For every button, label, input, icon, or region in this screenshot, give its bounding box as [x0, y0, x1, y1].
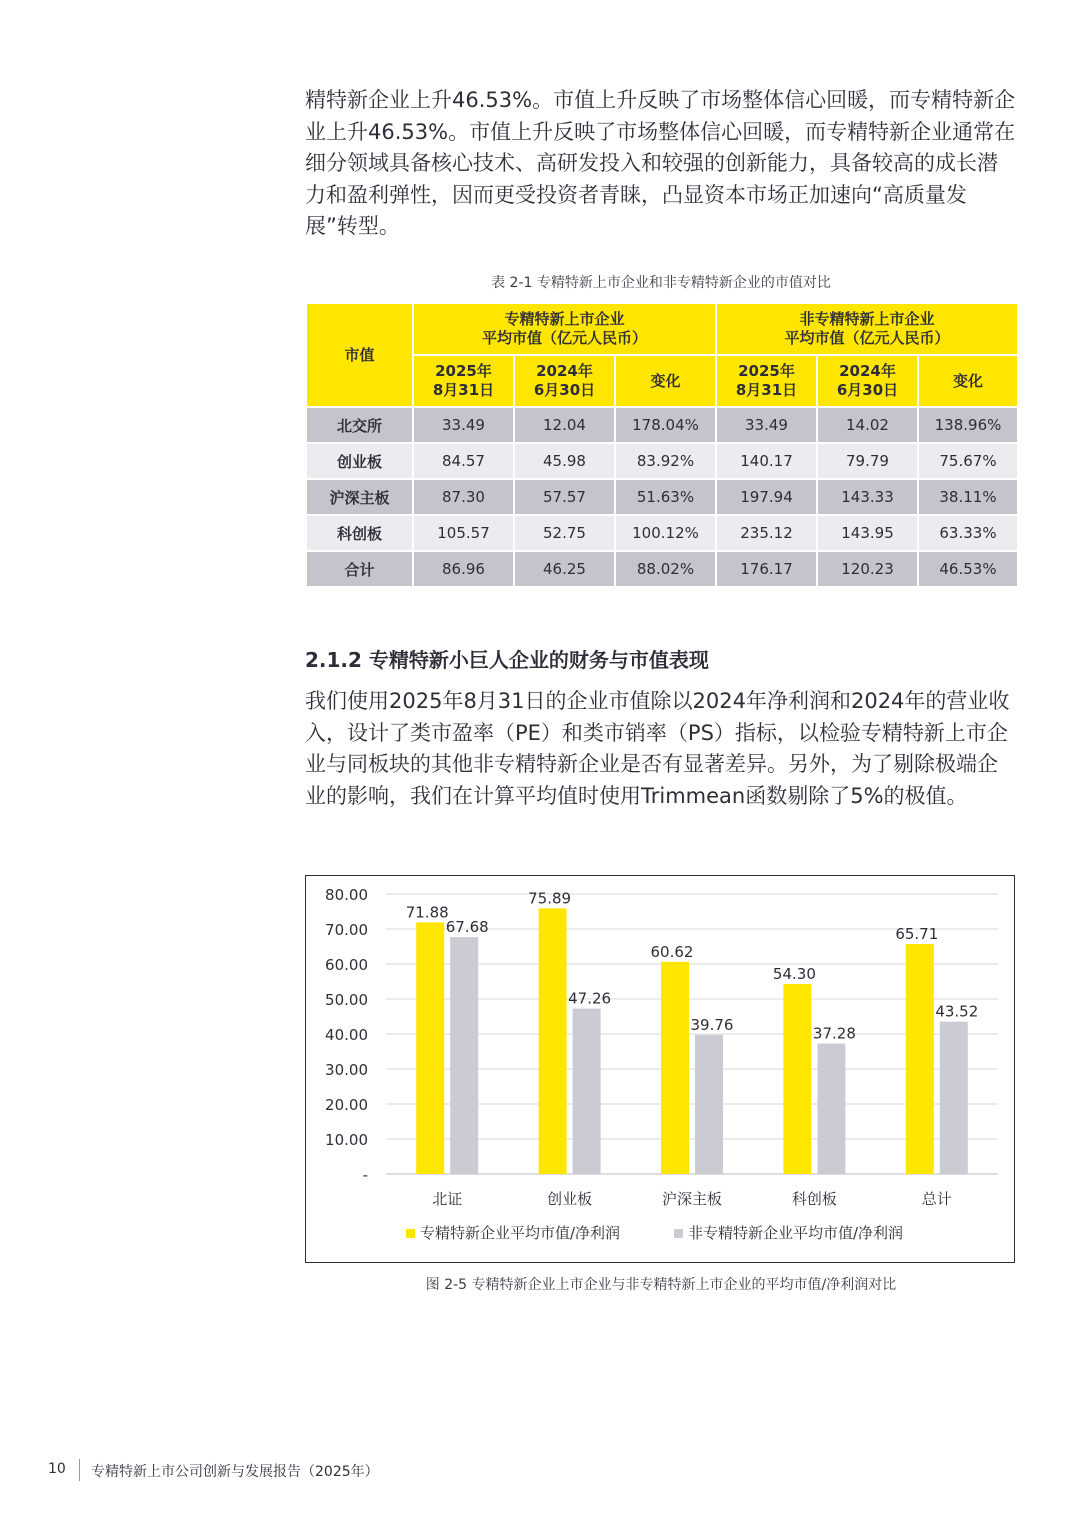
data-label: 60.62 — [650, 942, 694, 961]
data-label: 43.52 — [935, 1002, 979, 1021]
sub-header: 变化 — [918, 355, 1018, 407]
legend-swatch — [406, 1229, 415, 1238]
bar — [450, 937, 478, 1174]
table-cell: 178.04% — [615, 407, 716, 443]
table-cell: 14.02 — [817, 407, 918, 443]
bar — [906, 944, 934, 1174]
y-tick-label: 50.00 — [325, 991, 368, 1009]
bar — [661, 962, 689, 1174]
table-cell: 51.63% — [615, 479, 716, 515]
table-cell: 46.53% — [918, 551, 1018, 587]
table-cell: 143.33 — [817, 479, 918, 515]
table-cell: 75.67% — [918, 443, 1018, 479]
data-label: 37.28 — [812, 1024, 856, 1043]
y-tick-label: - — [362, 1166, 368, 1184]
page-number: 10 — [48, 1461, 66, 1477]
footer-divider — [79, 1459, 80, 1481]
y-tick-label: 30.00 — [325, 1061, 368, 1079]
row-label: 合计 — [306, 551, 413, 587]
legend-label: 专精特新企业平均市值/净利润 — [420, 1224, 621, 1242]
body-paragraph: 我们使用2025年8月31日的企业市值除以2024年净利润和2024年的营业收入，设计了类市盈率（PE）和类市销率（PS）指标，以检验专精特新上市企业与同板块的其他非专精特新企业是否有显著差异。另外，为了剔除极端企业的影响，我们在计算平均值时使用Trimmean函数剔除了5%的极值。 — [305, 689, 1010, 808]
sub-header: 2025年 8月31日 — [716, 355, 817, 407]
y-tick-label: 20.00 — [325, 1096, 368, 1114]
table-cell: 87.30 — [413, 479, 514, 515]
bar — [695, 1035, 723, 1174]
table-cell: 83.92% — [615, 443, 716, 479]
x-tick-label: 创业板 — [547, 1190, 593, 1208]
x-tick-label: 总计 — [921, 1190, 952, 1208]
table-row — [306, 407, 1018, 443]
table-cell: 100.12% — [615, 515, 716, 551]
table-row — [306, 443, 1018, 479]
x-tick-label: 科创板 — [791, 1190, 837, 1208]
table-cell: 140.17 — [716, 443, 817, 479]
row-label: 沪深主板 — [306, 479, 413, 515]
y-tick-label: 70.00 — [325, 921, 368, 939]
bar — [783, 984, 811, 1174]
table-cell: 84.57 — [413, 443, 514, 479]
figure-caption: 图 2-5 专精特新企业上市企业与非专精特新上市企业的平均市值/净利润对比 — [425, 1277, 897, 1293]
bar-chart — [305, 875, 1015, 1263]
table-cell: 45.98 — [514, 443, 615, 479]
row-label: 科创板 — [306, 515, 413, 551]
data-label: 71.88 — [405, 903, 449, 922]
table-cell: 33.49 — [716, 407, 817, 443]
data-label: 67.68 — [445, 918, 489, 937]
legend-label: 非专精特新企业平均市值/净利润 — [688, 1224, 904, 1242]
table-cell: 197.94 — [716, 479, 817, 515]
bar — [940, 1022, 968, 1174]
table-cell: 38.11% — [918, 479, 1018, 515]
report-title: 专精特新上市公司创新与发展报告（2025年） — [91, 1464, 379, 1480]
table-cell: 79.79 — [817, 443, 918, 479]
bar — [416, 922, 444, 1174]
data-label: 47.26 — [568, 989, 612, 1008]
bar — [573, 1009, 601, 1174]
table-cell: 46.25 — [514, 551, 615, 587]
y-tick-label: 80.00 — [325, 886, 368, 904]
table-cell: 63.33% — [918, 515, 1018, 551]
bar — [817, 1044, 845, 1174]
x-tick-label: 沪深主板 — [661, 1190, 723, 1208]
row-label: 创业板 — [306, 443, 413, 479]
data-label: 75.89 — [528, 889, 572, 908]
table-cell: 52.75 — [514, 515, 615, 551]
table-cell: 12.04 — [514, 407, 615, 443]
row-label: 北交所 — [306, 407, 413, 443]
market-value-table — [305, 302, 1019, 588]
corner-header: 市值 — [306, 303, 413, 407]
table-cell: 120.23 — [817, 551, 918, 587]
y-tick-label: 40.00 — [325, 1026, 368, 1044]
table-cell: 138.96% — [918, 407, 1018, 443]
legend-swatch — [674, 1229, 683, 1238]
sub-header: 2024年 6月30日 — [514, 355, 615, 407]
sub-header: 2024年 6月30日 — [817, 355, 918, 407]
table-row — [306, 515, 1018, 551]
table-cell: 86.96 — [413, 551, 514, 587]
table-cell: 235.12 — [716, 515, 817, 551]
bar — [539, 908, 567, 1174]
table-cell: 57.57 — [514, 479, 615, 515]
chart-canvas — [306, 876, 1013, 1261]
table-cell: 33.49 — [413, 407, 514, 443]
table-row — [306, 551, 1018, 587]
data-label: 39.76 — [690, 1015, 734, 1034]
data-label: 54.30 — [772, 964, 816, 983]
x-tick-label: 北证 — [432, 1190, 463, 1208]
group-header-non-specialized: 非专精特新上市企业 平均市值（亿元人民币） — [716, 303, 1018, 355]
table-cell: 143.95 — [817, 515, 918, 551]
table-cell: 105.57 — [413, 515, 514, 551]
table-caption: 表 2-1 专精特新上市企业和非专精特新企业的市值对比 — [491, 275, 831, 291]
table-cell: 176.17 — [716, 551, 817, 587]
group-header-specialized: 专精特新上市企业 平均市值（亿元人民币） — [413, 303, 716, 355]
data-label: 65.71 — [895, 925, 939, 944]
intro-paragraph: 精特新企业上升46.53%。市值上升反映了市场整体信心回暖，而专精特新企业上升46.53%。市值上升反映了市场整体信心回暖，而专精特新企业通常在细分领域具备核心技术、高研发投入和较强的创新能力，具备较高的成长潜力和盈利弹性，因而更受投资者青睐，凸显资本市场正加速向“高质量发展”转型。 — [305, 88, 1016, 238]
table-row — [306, 479, 1018, 515]
sub-header: 变化 — [615, 355, 716, 407]
sub-header: 2025年 8月31日 — [413, 355, 514, 407]
table-cell: 88.02% — [615, 551, 716, 587]
y-tick-label: 10.00 — [325, 1131, 368, 1149]
section-heading: 2.1.2 专精特新小巨人企业的财务与市值表现 — [305, 648, 709, 672]
y-tick-label: 60.00 — [325, 956, 368, 974]
